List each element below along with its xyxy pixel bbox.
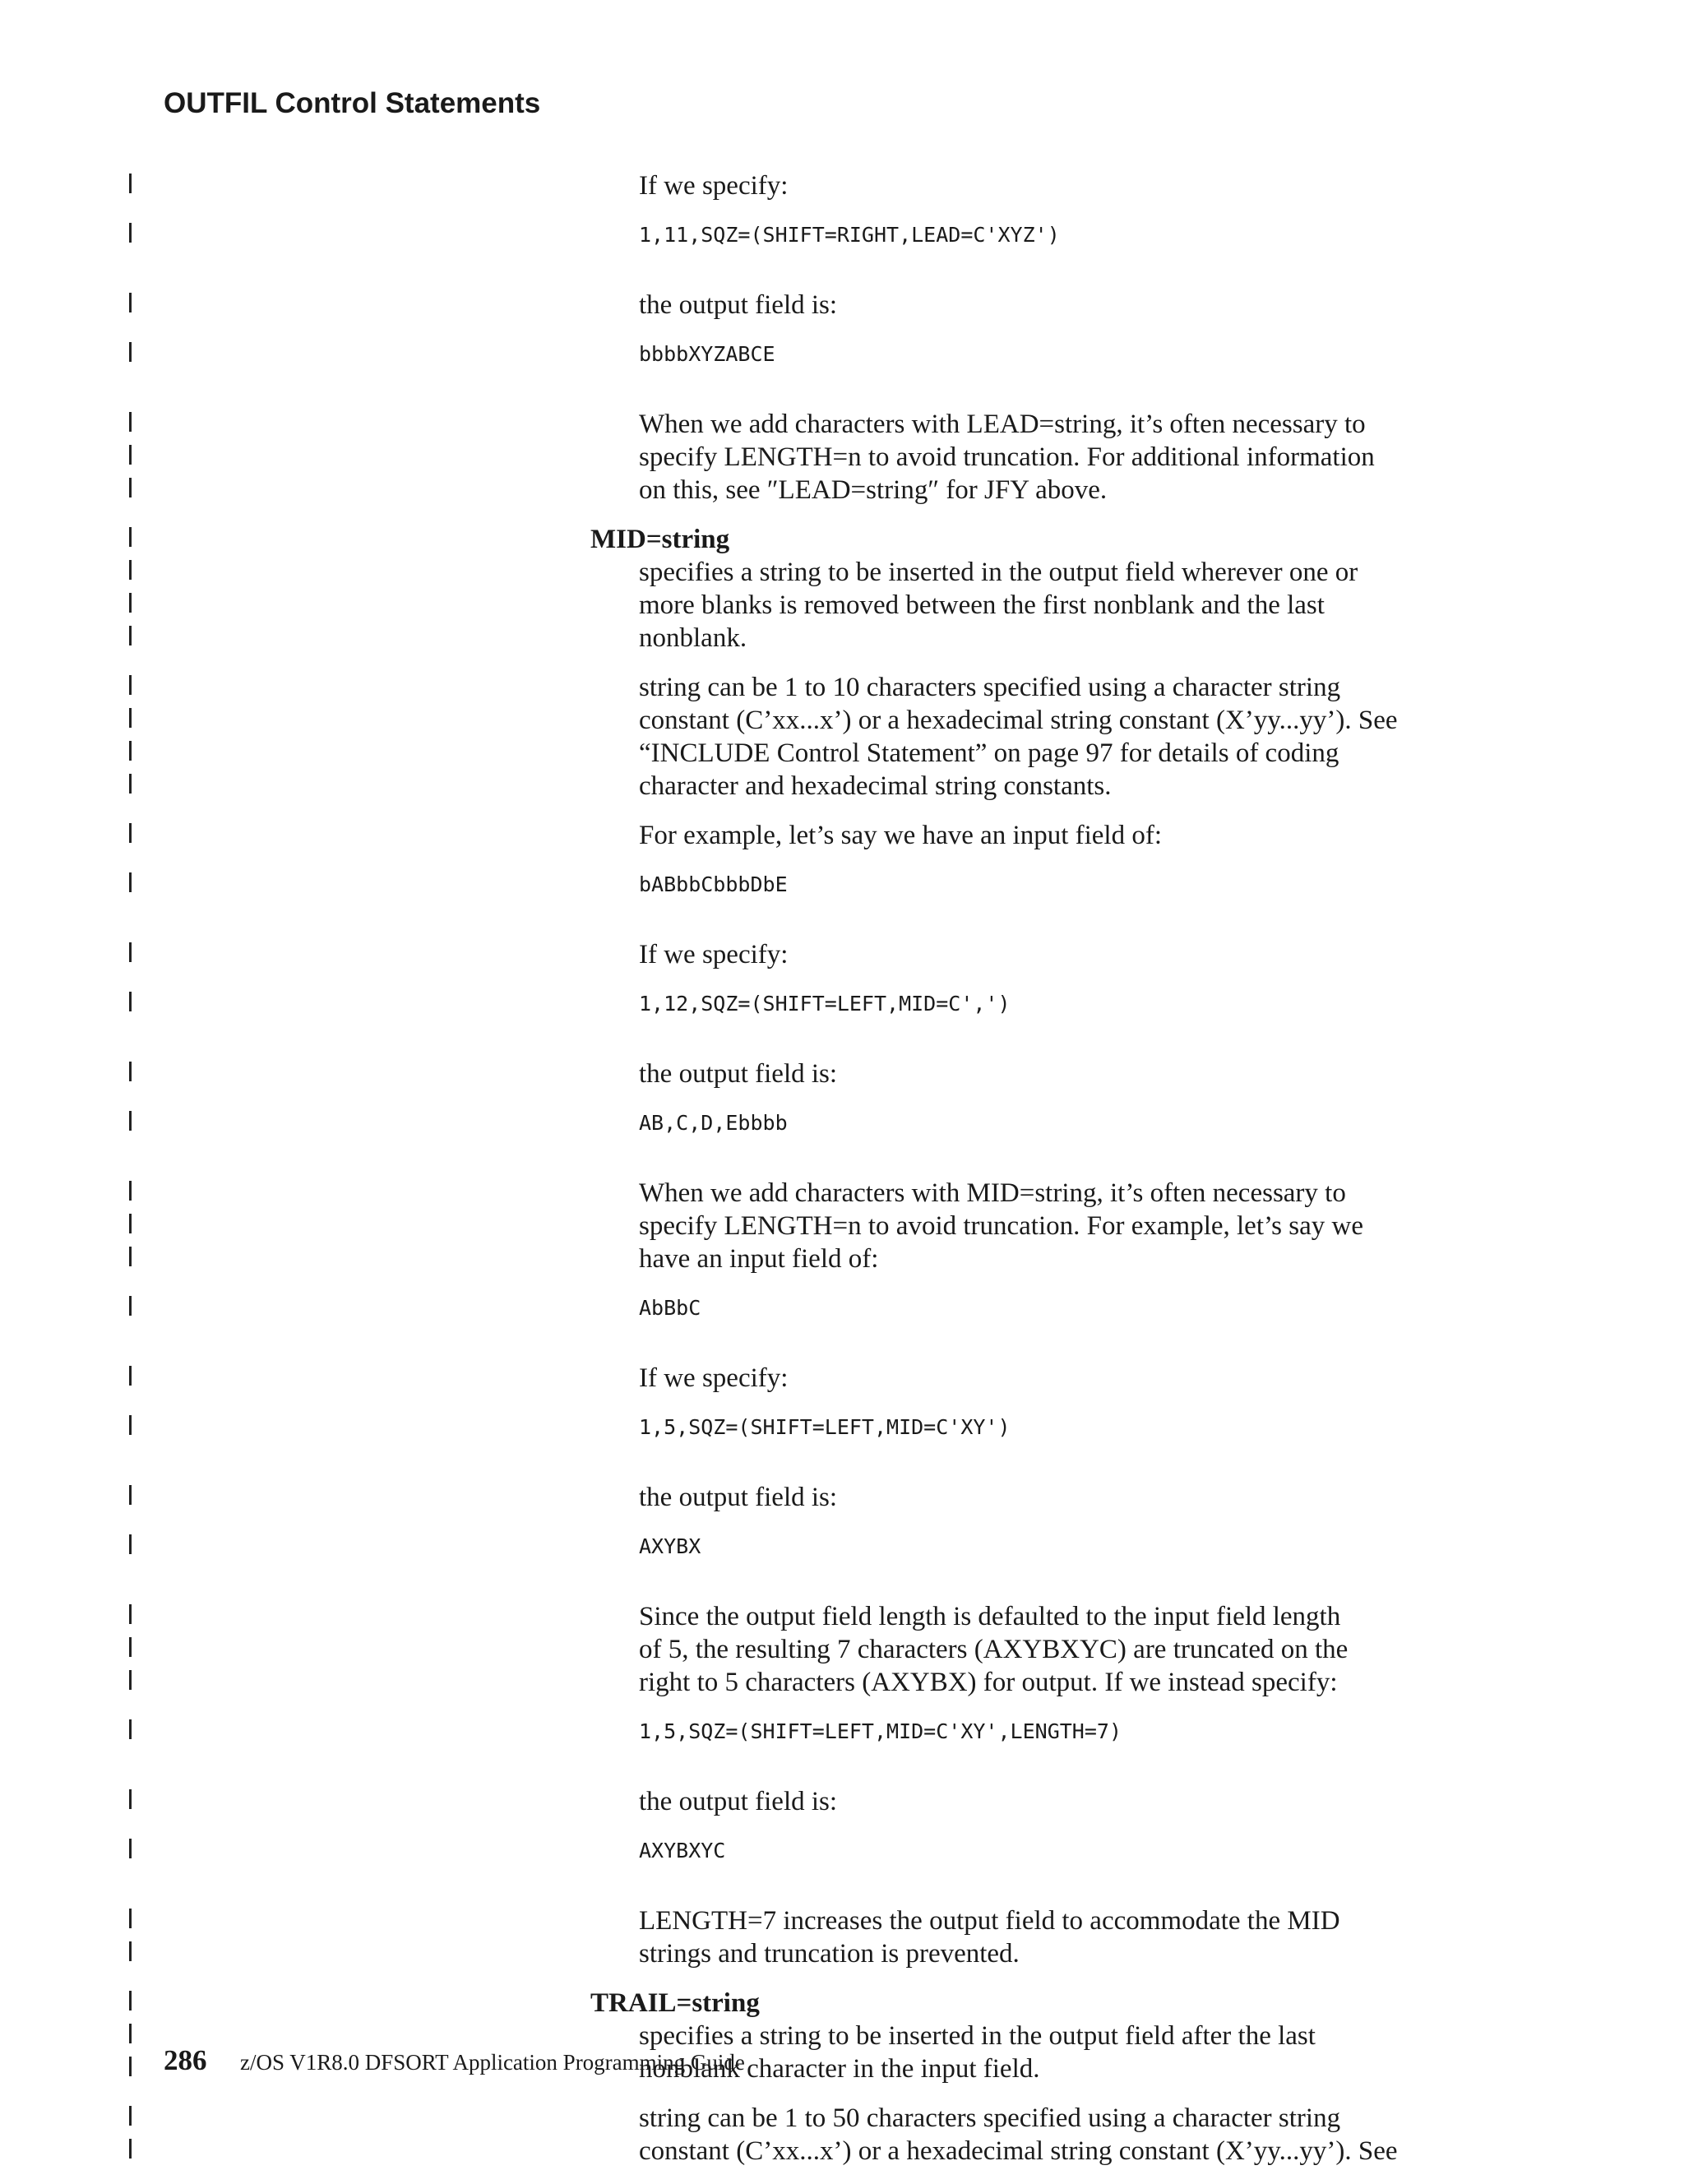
paragraph-block — [0, 289, 1684, 322]
change-bar — [129, 1909, 132, 1928]
paragraph-block — [0, 169, 1684, 202]
text-line — [0, 408, 1684, 441]
text-line — [0, 737, 1684, 770]
text-line — [0, 819, 1684, 852]
text-line — [0, 338, 1684, 371]
paragraph-line: the output field is: — [639, 290, 838, 320]
paragraph-line: specify LENGTH=n to avoid truncation. For example, let’s say we — [639, 1211, 1363, 1241]
paragraph-block — [0, 1177, 1684, 1275]
paragraph-line: more blanks is removed between the first nonblank and the last — [639, 590, 1325, 620]
change-bar — [129, 708, 132, 728]
text-line — [0, 1715, 1684, 1748]
code-example-line: AXYBXYC — [639, 1839, 726, 1862]
change-bar — [129, 823, 132, 843]
code-example-line: 1,11,SQZ=(SHIFT=RIGHT,LEAD=C'XYZ') — [639, 223, 1060, 247]
paragraph-block — [0, 819, 1684, 852]
change-bar — [129, 1485, 132, 1505]
code-example-line: AXYBX — [639, 1534, 701, 1558]
paragraph-block — [0, 938, 1684, 971]
paragraph-line: the output field is: — [639, 1483, 838, 1512]
change-bar — [129, 1181, 132, 1201]
code-example-line: AbBbC — [639, 1296, 701, 1320]
code-example-line: 1,5,SQZ=(SHIFT=LEFT,MID=C'XY') — [639, 1415, 1011, 1439]
change-bar — [129, 445, 132, 465]
change-bar — [129, 626, 132, 645]
change-bar — [129, 1839, 132, 1858]
paragraph-line: nonblank. — [639, 623, 747, 653]
change-bar — [129, 1415, 132, 1435]
change-bar — [129, 942, 132, 962]
change-bar — [129, 560, 132, 580]
text-line — [0, 441, 1684, 474]
change-bar — [129, 1637, 132, 1657]
code-example-block — [0, 219, 1684, 252]
paragraph-line: constant (C’xx...x’) or a hexadecimal string constant (X’yy...yy’). See — [639, 706, 1398, 735]
change-bar — [129, 1670, 132, 1690]
code-example-block — [0, 868, 1684, 901]
change-bar — [129, 223, 132, 243]
definition-term-block — [0, 523, 1684, 556]
code-example-line: bbbbXYZABCE — [639, 342, 775, 366]
paragraph-line: specify LENGTH=n to avoid truncation. For additional information — [639, 442, 1375, 472]
text-line — [0, 1107, 1684, 1140]
code-example-block — [0, 1835, 1684, 1867]
paragraph-line: string can be 1 to 50 characters specified using a character string — [639, 2103, 1341, 2133]
text-line — [0, 474, 1684, 507]
change-bar — [129, 1991, 132, 2010]
text-line — [0, 1633, 1684, 1666]
text-line — [0, 988, 1684, 1020]
code-example-block — [0, 1530, 1684, 1563]
running-header: OUTFIL Control Statements — [164, 87, 541, 119]
change-bar — [129, 1534, 132, 1554]
change-bar — [129, 1111, 132, 1131]
text-line — [0, 1530, 1684, 1563]
paragraph-line: nonblank character in the input field. — [639, 2054, 1040, 2084]
change-bar — [129, 2139, 132, 2159]
change-bar — [129, 872, 132, 892]
paragraph-line: right to 5 characters (AXYBX) for output. If we instead specify: — [639, 1668, 1338, 1697]
text-line — [0, 770, 1684, 803]
paragraph-line: have an input field of: — [639, 1244, 879, 1274]
change-bar — [129, 1366, 132, 1386]
paragraph-line: of 5, the resulting 7 characters (AXYBXYC) are truncated on the — [639, 1635, 1349, 1664]
code-example-block — [0, 338, 1684, 371]
document-body — [0, 169, 1684, 2184]
code-example-block — [0, 1411, 1684, 1444]
paragraph-line: the output field is: — [639, 1787, 838, 1816]
paragraph-line: If we specify: — [639, 1363, 789, 1393]
text-line — [0, 1292, 1684, 1325]
paragraph-line: constant (C’xx...x’) or a hexadecimal string constant (X’yy...yy’). See — [639, 2136, 1398, 2166]
text-line — [0, 2135, 1684, 2168]
page-number: 286 — [164, 2044, 207, 2076]
text-line — [0, 1210, 1684, 1242]
text-line — [0, 704, 1684, 737]
paragraph-line: string can be 1 to 10 characters specified using a character string — [639, 673, 1341, 702]
change-bar — [129, 1789, 132, 1809]
text-line — [0, 1242, 1684, 1275]
text-line — [0, 1600, 1684, 1633]
paragraph-block — [0, 1362, 1684, 1395]
change-bar — [129, 293, 132, 312]
code-example-line: 1,12,SQZ=(SHIFT=LEFT,MID=C',') — [639, 992, 1011, 1016]
text-line — [0, 1411, 1684, 1444]
text-line — [0, 1177, 1684, 1210]
code-example-line: 1,5,SQZ=(SHIFT=LEFT,MID=C'XY',LENGTH=7) — [639, 1719, 1122, 1743]
paragraph-block — [0, 2102, 1684, 2168]
paragraph-block — [0, 556, 1684, 655]
paragraph-line: specifies a string to be inserted in the output field wherever one or — [639, 558, 1358, 587]
change-bar — [129, 412, 132, 432]
change-bar — [129, 527, 132, 547]
change-bar — [129, 741, 132, 761]
text-line — [0, 169, 1684, 202]
change-bar — [129, 1296, 132, 1316]
paragraph-line: If we specify: — [639, 940, 789, 969]
text-line — [0, 938, 1684, 971]
text-line — [0, 556, 1684, 589]
paragraph-line: the output field is: — [639, 1059, 838, 1089]
text-line — [0, 622, 1684, 655]
change-bar — [129, 774, 132, 794]
code-example-block — [0, 1292, 1684, 1325]
text-line — [0, 1057, 1684, 1090]
change-bar — [129, 1214, 132, 1233]
change-bar — [129, 1604, 132, 1624]
definition-term-line: MID=string — [590, 525, 730, 554]
change-bar — [129, 342, 132, 362]
paragraph-line: on this, see ″LEAD=string″ for JFY above. — [639, 475, 1108, 505]
paragraph-block — [0, 1481, 1684, 1514]
book-title: z/OS V1R8.0 DFSORT Application Programming Guide — [240, 2050, 745, 2075]
code-example-line: bABbbCbbbDbE — [639, 872, 788, 896]
paragraph-block — [0, 1057, 1684, 1090]
text-line — [0, 1785, 1684, 1818]
code-example-block — [0, 1107, 1684, 1140]
paragraph-line: Since the output field length is defaulted to the input field length — [639, 1602, 1341, 1631]
change-bar — [129, 1247, 132, 1266]
code-example-line: AB,C,D,Ebbbb — [639, 1111, 788, 1135]
text-line — [0, 1937, 1684, 1970]
change-bar — [129, 992, 132, 1011]
paragraph-line: specifies a string to be inserted in the output field after the last — [639, 2021, 1316, 2051]
code-example-block — [0, 988, 1684, 1020]
paragraph-block — [0, 1600, 1684, 1699]
text-line — [0, 671, 1684, 704]
text-line — [0, 1987, 1684, 2020]
code-example-block — [0, 1715, 1684, 1748]
text-line — [0, 1666, 1684, 1699]
change-bar — [129, 174, 132, 193]
text-line — [0, 589, 1684, 622]
change-bar — [129, 2024, 132, 2043]
paragraph-line: strings and truncation is prevented. — [639, 1939, 1020, 1969]
paragraph-block — [0, 671, 1684, 803]
text-line — [0, 2102, 1684, 2135]
text-line — [0, 1481, 1684, 1514]
paragraph-line: If we specify: — [639, 171, 789, 201]
paragraph-line: When we add characters with LEAD=string, it’s often necessary to — [639, 410, 1366, 439]
change-bar — [129, 478, 132, 497]
paragraph-block — [0, 1785, 1684, 1818]
text-line — [0, 1835, 1684, 1867]
paragraph-line: When we add characters with MID=string, it’s often necessary to — [639, 1178, 1346, 1208]
text-line — [0, 289, 1684, 322]
paragraph-line: LENGTH=7 increases the output field to accommodate the MID — [639, 1906, 1340, 1936]
change-bar — [129, 593, 132, 613]
text-line — [0, 868, 1684, 901]
definition-term-line: TRAIL=string — [590, 1988, 760, 2018]
definition-term-block — [0, 1987, 1684, 2020]
text-line — [0, 1362, 1684, 1395]
change-bar — [129, 2106, 132, 2126]
text-line — [0, 1904, 1684, 1937]
paragraph-block — [0, 1904, 1684, 1970]
paragraph-line: “INCLUDE Control Statement” on page 97 for details of coding — [639, 738, 1339, 768]
change-bar — [129, 1062, 132, 1081]
change-bar — [129, 675, 132, 695]
paragraph-line: character and hexadecimal string constants. — [639, 771, 1112, 801]
paragraph-line: For example, let’s say we have an input field of: — [639, 821, 1162, 850]
change-bar — [129, 1719, 132, 1739]
change-bar — [129, 2057, 132, 2076]
paragraph-block — [0, 408, 1684, 507]
text-line — [0, 219, 1684, 252]
change-bar — [129, 1941, 132, 1961]
text-line — [0, 523, 1684, 556]
